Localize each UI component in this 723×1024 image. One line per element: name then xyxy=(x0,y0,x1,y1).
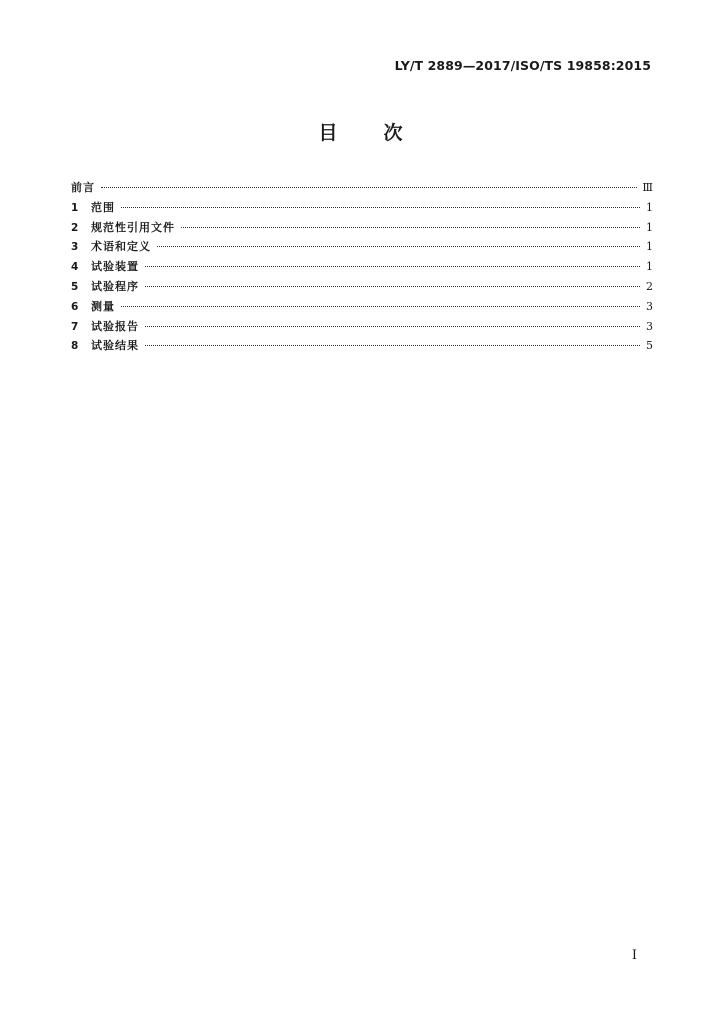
toc-entry-page: 5 xyxy=(646,339,653,353)
toc-title-part2: 次 xyxy=(383,122,405,144)
toc-leader-dots xyxy=(101,187,637,188)
toc-entry-page: 2 xyxy=(646,279,653,293)
toc-leader-dots xyxy=(157,246,640,247)
toc-leader-dots xyxy=(121,207,640,208)
toc-entry-page: 1 xyxy=(646,220,653,234)
toc-leader-dots xyxy=(181,227,640,228)
toc-entry-label: 试验装置 xyxy=(91,260,139,274)
toc-entry-page: 3 xyxy=(646,299,653,313)
toc-entry-number: 3 xyxy=(71,241,79,254)
page-number: I xyxy=(631,948,637,963)
toc-entry-number: 5 xyxy=(71,280,79,293)
toc-leader-dots xyxy=(145,266,640,267)
toc-entry-label: 测量 xyxy=(91,299,115,313)
toc-entry-scope[interactable] xyxy=(71,198,653,218)
toc-title xyxy=(0,118,723,145)
toc-entry-label: 范围 xyxy=(91,200,115,214)
toc-entry-label: 前言 xyxy=(71,181,95,194)
toc-leader-dots xyxy=(145,345,640,346)
toc-leader-dots xyxy=(145,286,640,287)
toc-entry-page: 1 xyxy=(646,240,653,254)
toc-leader-dots xyxy=(121,306,640,307)
toc-entry-page: Ⅲ xyxy=(642,181,653,194)
toc-entry-number: 1 xyxy=(71,201,79,214)
toc-entry-page: 1 xyxy=(646,200,653,214)
toc-list xyxy=(71,178,653,356)
toc-entry-test-procedure[interactable] xyxy=(71,277,653,297)
toc-entry-terms-definitions[interactable] xyxy=(71,237,653,257)
toc-entry-label: 试验程序 xyxy=(91,279,139,293)
toc-entry-number: 4 xyxy=(71,261,79,274)
toc-entry-label: 试验报告 xyxy=(91,319,139,333)
toc-entry-test-report[interactable] xyxy=(71,317,653,337)
toc-entry-number: 7 xyxy=(71,320,79,333)
toc-entry-number: 8 xyxy=(71,340,79,353)
toc-entry-number: 2 xyxy=(71,221,79,234)
toc-entry-label: 规范性引用文件 xyxy=(91,220,175,234)
standard-code: LY/T 2889—2017/ISO/TS 19858:2015 xyxy=(394,58,651,73)
toc-entry-foreword[interactable] xyxy=(71,178,653,198)
toc-entry-test-results[interactable] xyxy=(71,336,653,356)
toc-entry-number: 6 xyxy=(71,300,79,313)
toc-entry-test-apparatus[interactable] xyxy=(71,257,653,277)
toc-entry-page: 1 xyxy=(646,260,653,274)
toc-entry-normative-references[interactable] xyxy=(71,218,653,238)
toc-title-part1: 目 xyxy=(318,122,340,144)
toc-leader-dots xyxy=(145,326,640,327)
toc-entry-page: 3 xyxy=(646,319,653,333)
toc-entry-label: 试验结果 xyxy=(91,339,139,353)
toc-entry-label: 术语和定义 xyxy=(91,240,151,254)
toc-entry-measurement[interactable] xyxy=(71,297,653,317)
